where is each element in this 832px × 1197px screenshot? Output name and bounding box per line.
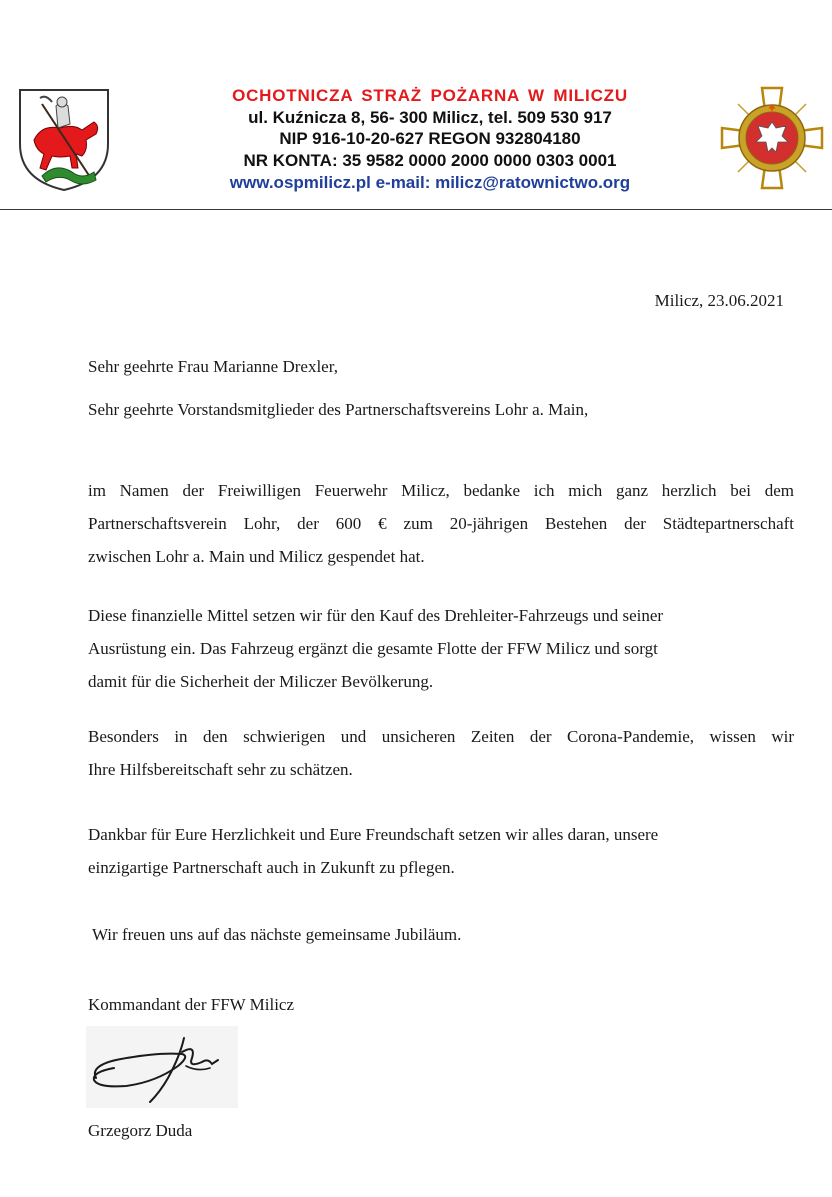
- letterhead-divider: [0, 209, 832, 210]
- bank-account-line: NR KONTA: 35 9582 0000 2000 0000 0303 0001: [243, 151, 617, 170]
- fire-brigade-badge-icon: [718, 84, 826, 192]
- paragraph-1-line-1: im Namen der Freiwilligen Feuerwehr Milicz, bedanke ich mich ganz herzlich bei dem: [88, 481, 794, 500]
- paragraph-4-line-2: einzigartige Partnerschaft auch in Zukunft zu pflegen.: [88, 858, 455, 877]
- contact-line: www.ospmilicz.pl e-mail: milicz@ratownictwo.org: [229, 173, 631, 192]
- organization-name: OCHOTNICZA STRAŻ POŻARNA W MILICZU: [232, 86, 628, 105]
- signer-name: Grzegorz Duda: [88, 1121, 193, 1140]
- paragraph-2-line-2: Ausrüstung ein. Das Fahrzeug ergänzt die gesamte Flotte der FFW Milicz und sorgt: [88, 639, 658, 658]
- paragraph-4-line-1: Dankbar für Eure Herzlichkeit und Eure Freundschaft setzen wir alles daran, unsere: [88, 825, 659, 844]
- paragraph-1-line-2: Partnerschaftsverein Lohr, der 600 € zum 20-jährigen Bestehen der Städtepartnerschaft: [88, 514, 794, 533]
- address-line: ul. Kuźnicza 8, 56- 300 Milicz, tel. 509 530 917: [248, 108, 612, 127]
- letter-date: Milicz, 23.06.2021: [654, 291, 784, 310]
- paragraph-1-line-3: zwischen Lohr a. Main und Milicz gespendet hat.: [88, 547, 425, 566]
- paragraph-2-line-3: damit für die Sicherheit der Miliczer Bevölkerung.: [88, 672, 434, 691]
- paragraph-2-line-1: Diese finanzielle Mittel setzen wir für den Kauf des Drehleiter-Fahrzeugs und seiner: [88, 606, 664, 625]
- town-crest-icon: [12, 84, 116, 194]
- closing-title: Kommandant der FFW Milicz: [88, 995, 295, 1014]
- salutation-primary: Sehr geehrte Frau Marianne Drexler,: [88, 357, 338, 376]
- salutation-secondary: Sehr geehrte Vorstandsmitglieder des Partnerschaftsvereins Lohr a. Main,: [88, 400, 589, 419]
- paragraph-3-line-1: Besonders in den schwierigen und unsicheren Zeiten der Corona-Pandemie, wissen wir: [88, 727, 794, 746]
- signature-image: [86, 1026, 238, 1108]
- paragraph-5: Wir freuen uns auf das nächste gemeinsame Jubiläum.: [88, 925, 462, 944]
- paragraph-3-line-2: Ihre Hilfsbereitschaft sehr zu schätzen.: [88, 760, 353, 779]
- tax-ids-line: NIP 916-10-20-627 REGON 932804180: [279, 129, 581, 148]
